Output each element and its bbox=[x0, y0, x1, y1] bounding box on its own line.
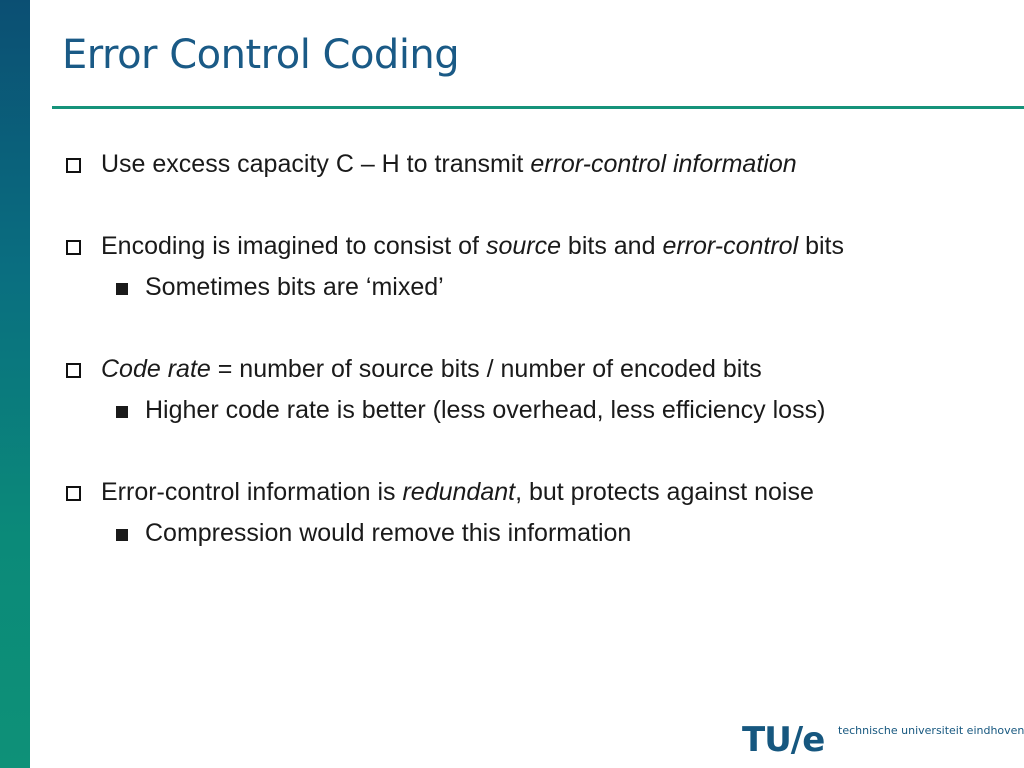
bullet-4 bbox=[101, 478, 814, 507]
bullet-2-emphasis-source: source bbox=[485, 232, 561, 260]
bullet-4-text-end: , but protects against noise bbox=[515, 478, 814, 506]
bullet-2-emphasis-error-control: error-control bbox=[662, 232, 799, 260]
bullet-4-text: Error-control information is bbox=[101, 478, 403, 506]
sub-bullet-2: Sometimes bits are ‘mixed’ bbox=[145, 273, 444, 301]
sub-bullet-3: Higher code rate is better (less overhead, less efficiency loss) bbox=[145, 396, 826, 424]
university-name: technische universiteit eindhoven bbox=[838, 724, 1024, 737]
sub-bullet-4: Compression would remove this information bbox=[145, 519, 632, 547]
solid-square-bullet-icon bbox=[116, 406, 128, 418]
bullet-2 bbox=[101, 232, 844, 261]
side-accent-bar bbox=[0, 0, 30, 768]
tue-logo: TU/e bbox=[742, 720, 825, 760]
bullet-1-emphasis: error-control information bbox=[530, 150, 797, 178]
bullet-1-text: Use excess capacity C – H to transmit bbox=[101, 150, 531, 178]
bullet-3-text: = number of source bits / number of encoded bits bbox=[210, 355, 762, 383]
bullet-3 bbox=[101, 355, 762, 384]
solid-square-bullet-icon bbox=[116, 529, 128, 541]
hollow-square-bullet-icon bbox=[66, 158, 81, 173]
bullet-1 bbox=[101, 150, 797, 179]
bullet-2-text-mid: bits and bbox=[560, 232, 663, 260]
hollow-square-bullet-icon bbox=[66, 363, 81, 378]
slide-title: Error Control Coding bbox=[62, 32, 460, 78]
bullet-2-text: Encoding is imagined to consist of bbox=[101, 232, 486, 260]
bullet-4-emphasis: redundant bbox=[402, 478, 516, 506]
title-divider bbox=[52, 106, 1024, 109]
hollow-square-bullet-icon bbox=[66, 486, 81, 501]
bullet-2-text-end: bits bbox=[798, 232, 844, 260]
bullet-3-emphasis: Code rate bbox=[101, 355, 211, 383]
hollow-square-bullet-icon bbox=[66, 240, 81, 255]
solid-square-bullet-icon bbox=[116, 283, 128, 295]
